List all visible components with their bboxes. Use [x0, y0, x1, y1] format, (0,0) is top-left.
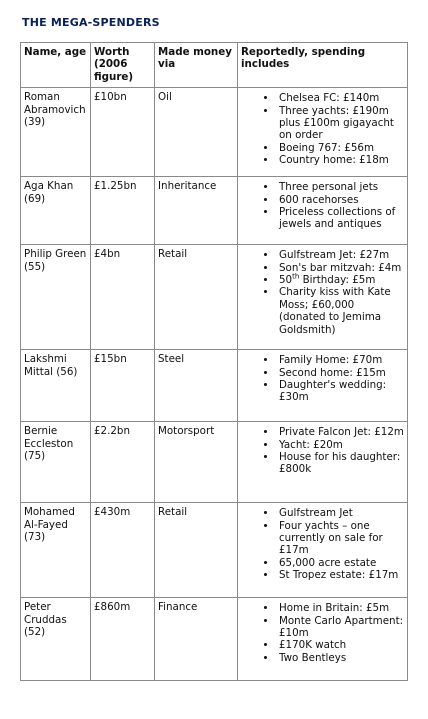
cell-via: Retail	[155, 503, 238, 598]
list-item: • Two Bentleys	[277, 652, 404, 664]
cell-via: Retail	[155, 245, 238, 350]
list-item: • Private Falcon Jet: £12m	[277, 426, 404, 438]
cell-via: Oil	[155, 88, 238, 177]
header-made-money-via: Made money via	[155, 43, 238, 88]
list-item: • Family Home: £70m	[277, 354, 404, 366]
list-item: • Chelsea FC: £140m	[277, 92, 404, 104]
list-item: • St Tropez estate: £17m	[277, 569, 404, 581]
list-item: • Monte Carlo Apartment: £10m	[277, 615, 404, 640]
cell-worth: £430m	[91, 503, 155, 598]
list-item: • Second home: £15m	[277, 367, 404, 379]
list-item: • Country home: £18m	[277, 154, 404, 166]
list-item: • 65,000 acre estate	[277, 557, 404, 569]
list-item: • House for his daughter: £800k	[277, 451, 404, 476]
list-item: • Yacht: £20m	[277, 439, 404, 451]
cell-name: Roman Abramovich (39)	[21, 88, 91, 177]
ordinal-suffix: th	[292, 272, 300, 281]
cell-worth: £860m	[91, 598, 155, 681]
table-row	[21, 422, 408, 503]
cell-worth: £10bn	[91, 88, 155, 177]
cell-name: Peter Cruddas (52)	[21, 598, 91, 681]
cell-spending	[238, 177, 408, 245]
cell-worth: £4bn	[91, 245, 155, 350]
cell-via: Motorsport	[155, 422, 238, 503]
list-item: • Charity kiss with Kate Moss; £60,000 (donated to Jemima Goldsmith)	[277, 286, 404, 336]
list-item: • Three personal jets	[277, 181, 404, 193]
list-item: • Four yachts – one currently on sale for £17m	[277, 520, 404, 557]
cell-spending	[238, 503, 408, 598]
cell-worth: £15bn	[91, 350, 155, 422]
list-item: • Gulfstream Jet	[277, 507, 404, 519]
birthday-text: Birthday: £5m	[299, 274, 376, 287]
table-row	[21, 177, 408, 245]
cell-via: Steel	[155, 350, 238, 422]
cell-name: Bernie Eccleston (75)	[21, 422, 91, 503]
table-row	[21, 350, 408, 422]
header-worth: Worth (2006 figure)	[91, 43, 155, 88]
cell-name: Aga Khan (69)	[21, 177, 91, 245]
table-row	[21, 598, 408, 681]
list-item: • Gulfstream Jet: £27m	[277, 249, 404, 261]
cell-spending	[238, 88, 408, 177]
list-item: • Priceless collections of jewels and antiques	[277, 206, 404, 231]
table-row	[21, 88, 408, 177]
list-item: • Three yachts: £190m plus £100m gigayacht on order	[277, 105, 404, 142]
cell-spending	[238, 598, 408, 681]
mega-spenders-table	[20, 42, 408, 681]
list-item: • Daughter's wedding: £30m	[277, 379, 404, 404]
list-item	[277, 274, 404, 286]
cell-spending	[238, 245, 408, 350]
cell-worth: £2.2bn	[91, 422, 155, 503]
cell-name: Mohamed Al-Fayed (73)	[21, 503, 91, 598]
cell-name: Lakshmi Mittal (56)	[21, 350, 91, 422]
list-item: • Son's bar mitzvah: £4m	[277, 262, 404, 274]
list-item: • Home in Britain: £5m	[277, 602, 404, 614]
cell-worth: £1.25bn	[91, 177, 155, 245]
table-row	[21, 245, 408, 350]
cell-via: Finance	[155, 598, 238, 681]
cell-via: Inheritance	[155, 177, 238, 245]
table-title: THE MEGA-SPENDERS	[22, 16, 160, 29]
header-spending: Reportedly, spending includes	[238, 43, 408, 88]
table-row	[21, 503, 408, 598]
list-item: • 600 racehorses	[277, 194, 404, 206]
header-row	[21, 43, 408, 88]
cell-spending	[238, 350, 408, 422]
cell-spending	[238, 422, 408, 503]
header-name: Name, age	[21, 43, 91, 88]
list-item: • £170K watch	[277, 639, 404, 651]
birthday-number: 50	[279, 274, 293, 287]
list-item: • Boeing 767: £56m	[277, 142, 404, 154]
cell-name: Philip Green (55)	[21, 245, 91, 350]
